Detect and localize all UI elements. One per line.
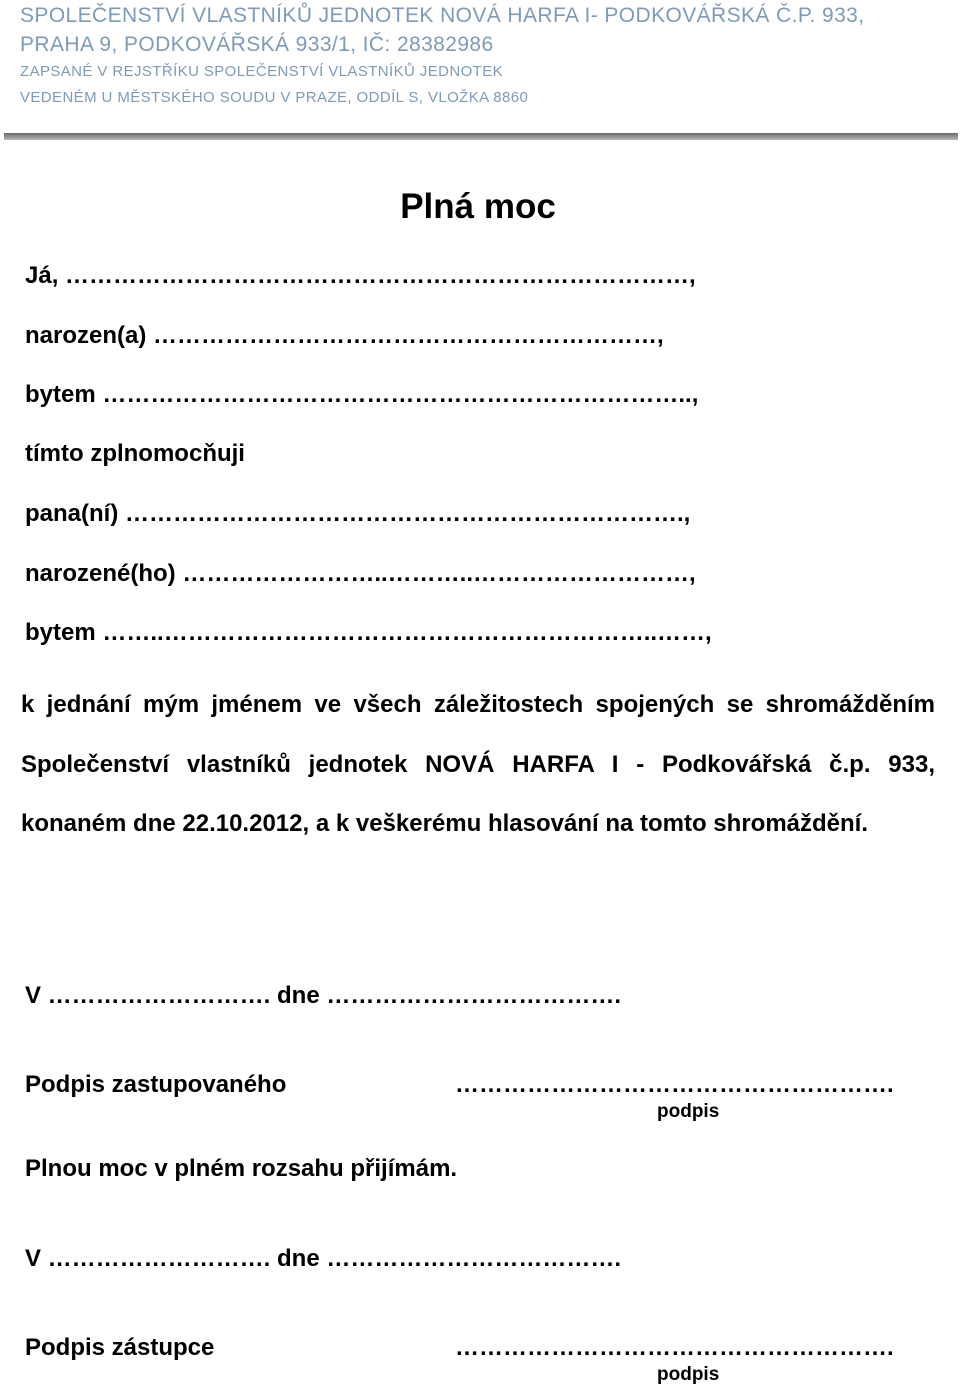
document-title: Plná moc	[400, 187, 556, 226]
proxy-signature-caption: podpis	[657, 1364, 720, 1385]
grantor-signature-caption: podpis	[657, 1101, 720, 1122]
place-date-line-1: V ………………………. dne ……………………………….	[25, 982, 622, 1009]
grantor-name-field: Já, ……………………………………………………………………,	[25, 262, 696, 289]
grantor-address-field: bytem ………………………………………………………………..,	[25, 381, 699, 408]
authorization-text: tímto zplnomocňuji	[25, 440, 245, 467]
letterhead-line-4: VEDENÉM U MĚSTSKÉHO SOUDU V PRAZE, ODDÍL S, VLOŽKA 8860	[20, 89, 529, 106]
header-divider	[4, 133, 958, 140]
letterhead-line-2: PRAHA 9, PODKOVÁŘSKÁ 933/1, IČ: 28382986	[20, 33, 494, 56]
proxy-name-field: pana(ní) …………………………………………………………….,	[25, 500, 691, 527]
proxy-signature-line: ……………………………………………….	[455, 1334, 894, 1361]
acceptance-text: Plnou moc v plném rozsahu přijímám.	[25, 1155, 458, 1182]
grantor-birth-field: narozen(a) ………………………………………………………,	[25, 322, 664, 349]
letterhead-line-3: ZAPSANÉ V REJSTŘÍKU SPOLEČENSTVÍ VLASTNÍKŮ JEDNOTEK	[20, 63, 504, 80]
place-date-line-2: V ………………………. dne ……………………………….	[25, 1245, 622, 1272]
grantor-signature-line: ……………………………………………….	[455, 1071, 894, 1098]
grantor-signature-label: Podpis zastupovaného	[25, 1071, 287, 1098]
letterhead-line-1: SPOLEČENSTVÍ VLASTNÍKŮ JEDNOTEK NOVÁ HARFA I- PODKOVÁŘSKÁ Č.P. 933,	[20, 4, 865, 27]
authorization-paragraph: k jednání mým jménem ve všech záležitostech spojených se shromážděním Společenství vlastníků jednotek NOVÁ HARFA I - Podkovářská č.p. 933, konaném dne 22.10.2012, a k veškerému hlasování na tomto shromáždění.	[21, 691, 935, 837]
proxy-address-field: bytem ……..……………………………………………………..……,	[25, 619, 712, 646]
proxy-birth-field: narozené(ho) ……………………..………..………………………,	[25, 560, 696, 587]
proxy-signature-label: Podpis zástupce	[25, 1334, 215, 1361]
